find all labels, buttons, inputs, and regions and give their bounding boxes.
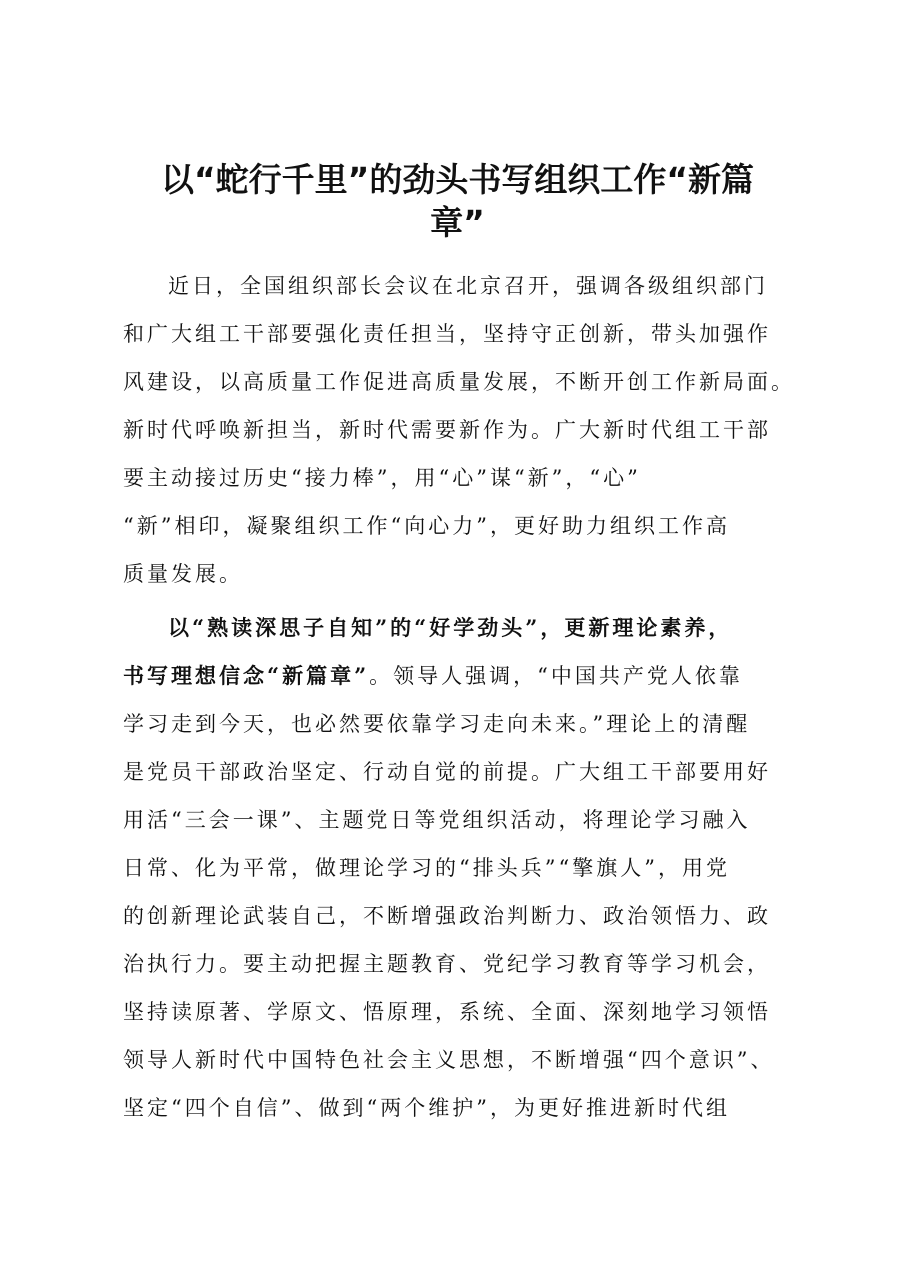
paragraph-line: “新”相印，凝聚组织工作“向心力”，更好助力组织工作高	[123, 514, 730, 538]
paragraph-line: 质量发展。	[123, 562, 243, 586]
paragraph-line: 治执行力。要主动把握主题教育、党纪学习教育等学习机会，	[123, 952, 771, 976]
document-title	[120, 158, 795, 244]
paragraph-line: 日常、化为平常，做理论学习的“排头兵”“擎旗人”，用党	[123, 856, 730, 880]
paragraph-line: 用活“三会一课”、主题党日等党组织活动，将理论学习融入	[123, 808, 751, 832]
paragraph-line: 的创新理论武装自己，不断增强政治判断力、政治领悟力、政	[123, 904, 771, 928]
paragraph-line: 风建设，以高质量工作促进高质量发展，不断开创工作新局面。	[123, 370, 795, 394]
paragraph-line: 学习走到今天，也必然要依靠学习走向未来。”理论上的清醒	[123, 712, 751, 736]
paragraph-lead-bold: 书写理想信念“新篇章”	[123, 663, 370, 688]
paragraph-1	[123, 262, 798, 598]
paragraph-line: 和广大组工干部要强化责任担当，坚持守正创新，带头加强作	[123, 322, 771, 346]
document-body	[123, 262, 798, 1132]
paragraph-lead-rest: 。领导人强调，“中国共产党人依靠	[369, 664, 743, 688]
paragraph-line: 坚定“四个自信”、做到“两个维护”，为更好推进新时代组	[123, 1096, 730, 1120]
paragraph-line: 是党员干部政治坚定、行动自觉的前提。广大组工干部要用好	[123, 760, 771, 784]
paragraph-line: 坚持读原著、学原文、悟原理，系统、全面、深刻地学习领悟	[123, 1000, 771, 1024]
paragraph-line: 领导人新时代中国特色社会主义思想，不断增强“四个意识”、	[123, 1048, 775, 1072]
paragraph-line: 新时代呼唤新担当，新时代需要新作为。广大新时代组工干部	[123, 418, 771, 442]
title-line-1: 以“蛇行千里”的劲头书写组织工作“新篇	[160, 160, 755, 199]
paragraph-2	[123, 604, 798, 1132]
paragraph-line	[123, 652, 798, 700]
title-line-2: 章”	[430, 203, 485, 242]
paragraph-lead-line: 以“熟读深思子自知”的“好学劲头”，更新理论素养，	[168, 615, 733, 640]
paragraph-line: 近日，全国组织部长会议在北京召开，强调各级组织部门	[168, 274, 768, 298]
paragraph-line: 要主动接过历史“接力棒”，用“心”谋“新”，“心”	[123, 466, 641, 490]
